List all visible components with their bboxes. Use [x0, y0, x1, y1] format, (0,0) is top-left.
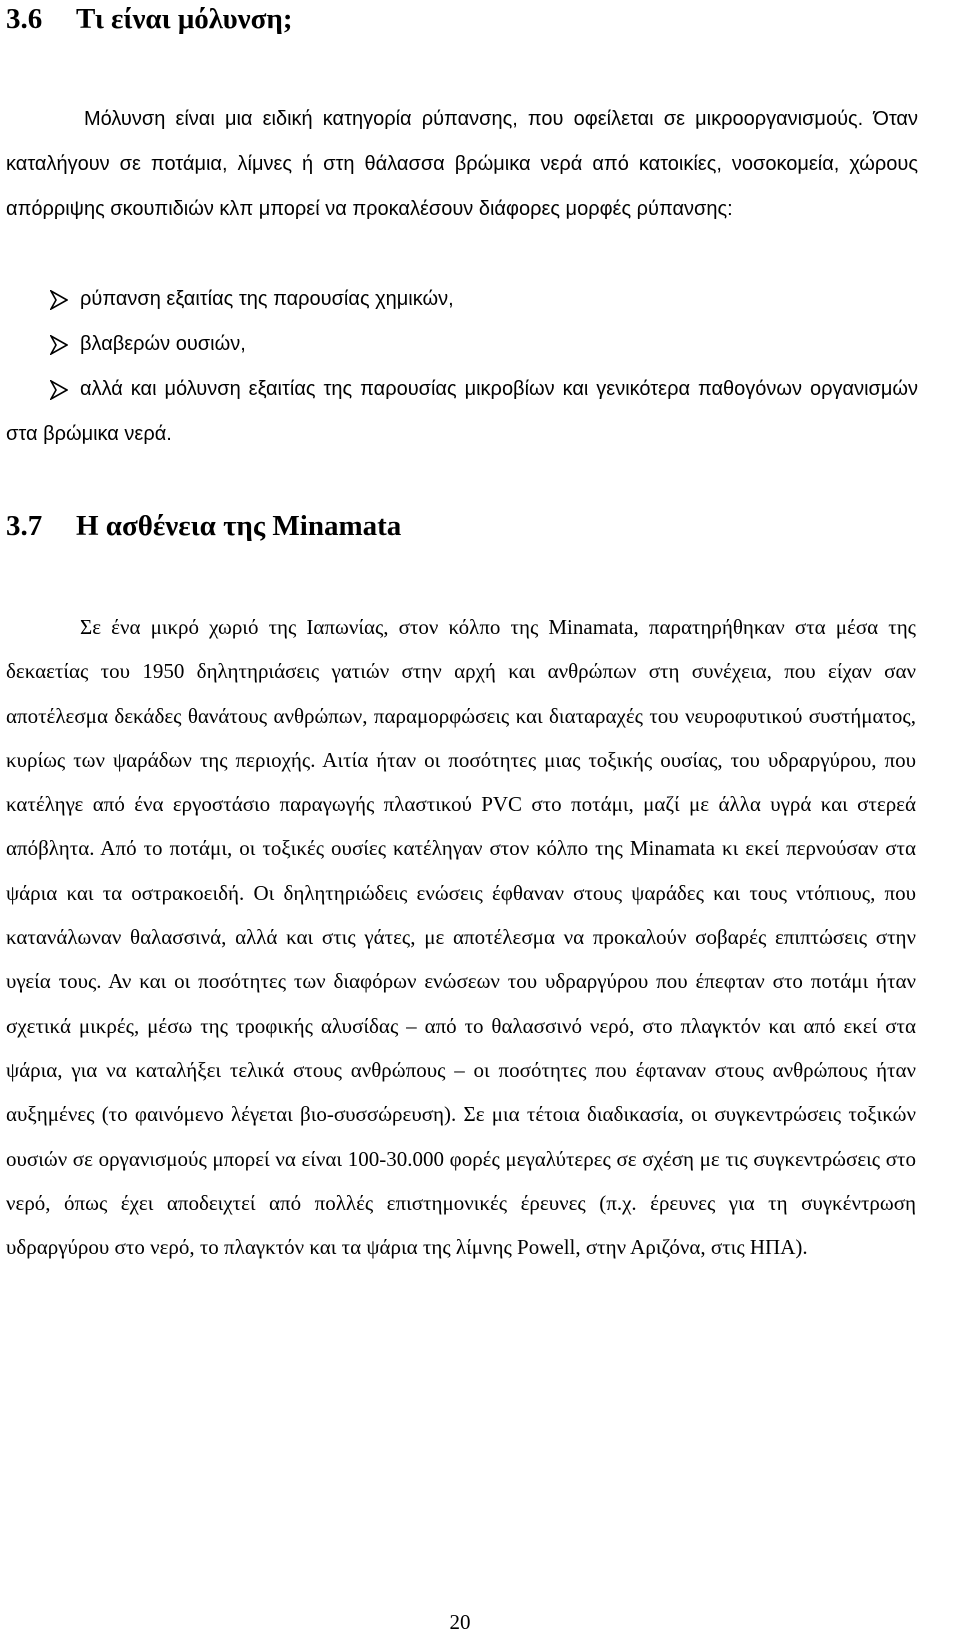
bullet-item [6, 277, 918, 322]
section-number: 3.7 [6, 510, 43, 542]
arrowhead-bullet-icon [50, 290, 68, 310]
arrowhead-bullet-icon [50, 380, 68, 400]
bullet-text: βλαβερών ουσιών, [80, 333, 246, 355]
section-paragraph: Σε ένα μικρό χωριό της Ιαπωνίας, στον κόλπο της Minamata, παρατηρήθηκαν στα μέσα της δεκαετίας του 1950 δηλητηριάσεις γατιών στην αρχή και ανθρώπων στη συνέχεια, που είχαν σαν αποτέλεσμα δεκάδες θανάτους ανθρώπων, παραμορφώσεις και διαταραχές του νευροφυτικού συστήματος, κυρίως των ψαράδων της περιοχής. Αιτία ήταν οι ποσότητες μιας τοξικής ουσίας, του υδραργύρου, που κατέληγε από ένα εργοστάσιο παραγωγής πλαστικού PVC στο ποτάμι, μαζί με άλλα υγρά και στερεά απόβλητα. Από το ποτάμι, οι τοξικές ουσίες κατέληγαν στον κόλπο της Minamata κι εκεί περνούσαν στα ψάρια και τα οστρακοειδή. Οι δηλητηριώδεις ενώσεις έφθαναν στους ψαράδες και τους ντόπιους, που κατανάλωναν θαλασσινά, αλλά και στις γάτες, με αποτέλεσμα να προκαλούν σοβαρές επιπτώσεις στην υγεία τους. Αν και οι ποσότητες των διαφόρων ενώσεων του υδραργύρου που έπεφταν στο ποτάμι ήταν σχετικά μικρές, μέσω της τροφικής αλυσίδας – από το θαλασσινό νερό, στο πλαγκτόν και από εκεί στα ψάρια, για να καταλήξει τελικά στους ανθρώπους – οι ποσότητες που έφταναν στους ανθρώπους ήταν αυξημένες (το φαινόμενο λέγεται βιο-συσσώρευση). Σε μια τέτοια διαδικασία, οι συγκεντρώσεις τοξικών ουσιών σε οργανισμούς μπορεί να είναι 100-30.000 φορές μεγαλύτερες σε σχέση με τις συγκεντρώσεις στο νερό, όπως έχει αποδειχτεί από πολλές επιστημονικές έρευνες (π.χ. έρευνες για τη συγκέντρωση υδραργύρου στο νερό, το πλαγκτόν και τα ψάρια της λίμνης Powell, στην Αριζόνα, στις ΗΠΑ). [6, 615, 916, 1260]
bullet-item [6, 367, 918, 457]
section-heading-3-7 [6, 509, 401, 543]
section-title: Η ασθένεια της Minamata [76, 510, 402, 542]
section-heading-3-6 [6, 2, 293, 36]
section-paragraph: Μόλυνση είναι μια ειδική κατηγορία ρύπανσης, που οφείλεται σε μικροοργανισμούς. Όταν καταλήγουν σε ποτάμια, λίμνες ή στη θάλασσα βρώμικα νερά από κατοικίες, νοσοκομεία, χώρους απόρριψης σκουπιδιών κλπ μπορεί να προκαλέσουν διάφορες μορφές ρύπανσης: [6, 108, 918, 220]
bullet-list [6, 277, 918, 457]
bullet-item [6, 322, 918, 367]
bullet-text: αλλά και μόλυνση εξαιτίας της παρουσίας μικροβίων και γενικότερα παθογόνων οργανισμών στα βρώμικα νερά. [6, 378, 918, 445]
page-number: 20 [449, 1610, 471, 1634]
arrowhead-bullet-icon [50, 335, 68, 355]
section-title: Τι είναι μόλυνση; [76, 3, 293, 35]
bullet-text: ρύπανση εξαιτίας της παρουσίας χημικών, [80, 288, 454, 310]
section-number: 3.6 [6, 3, 43, 35]
